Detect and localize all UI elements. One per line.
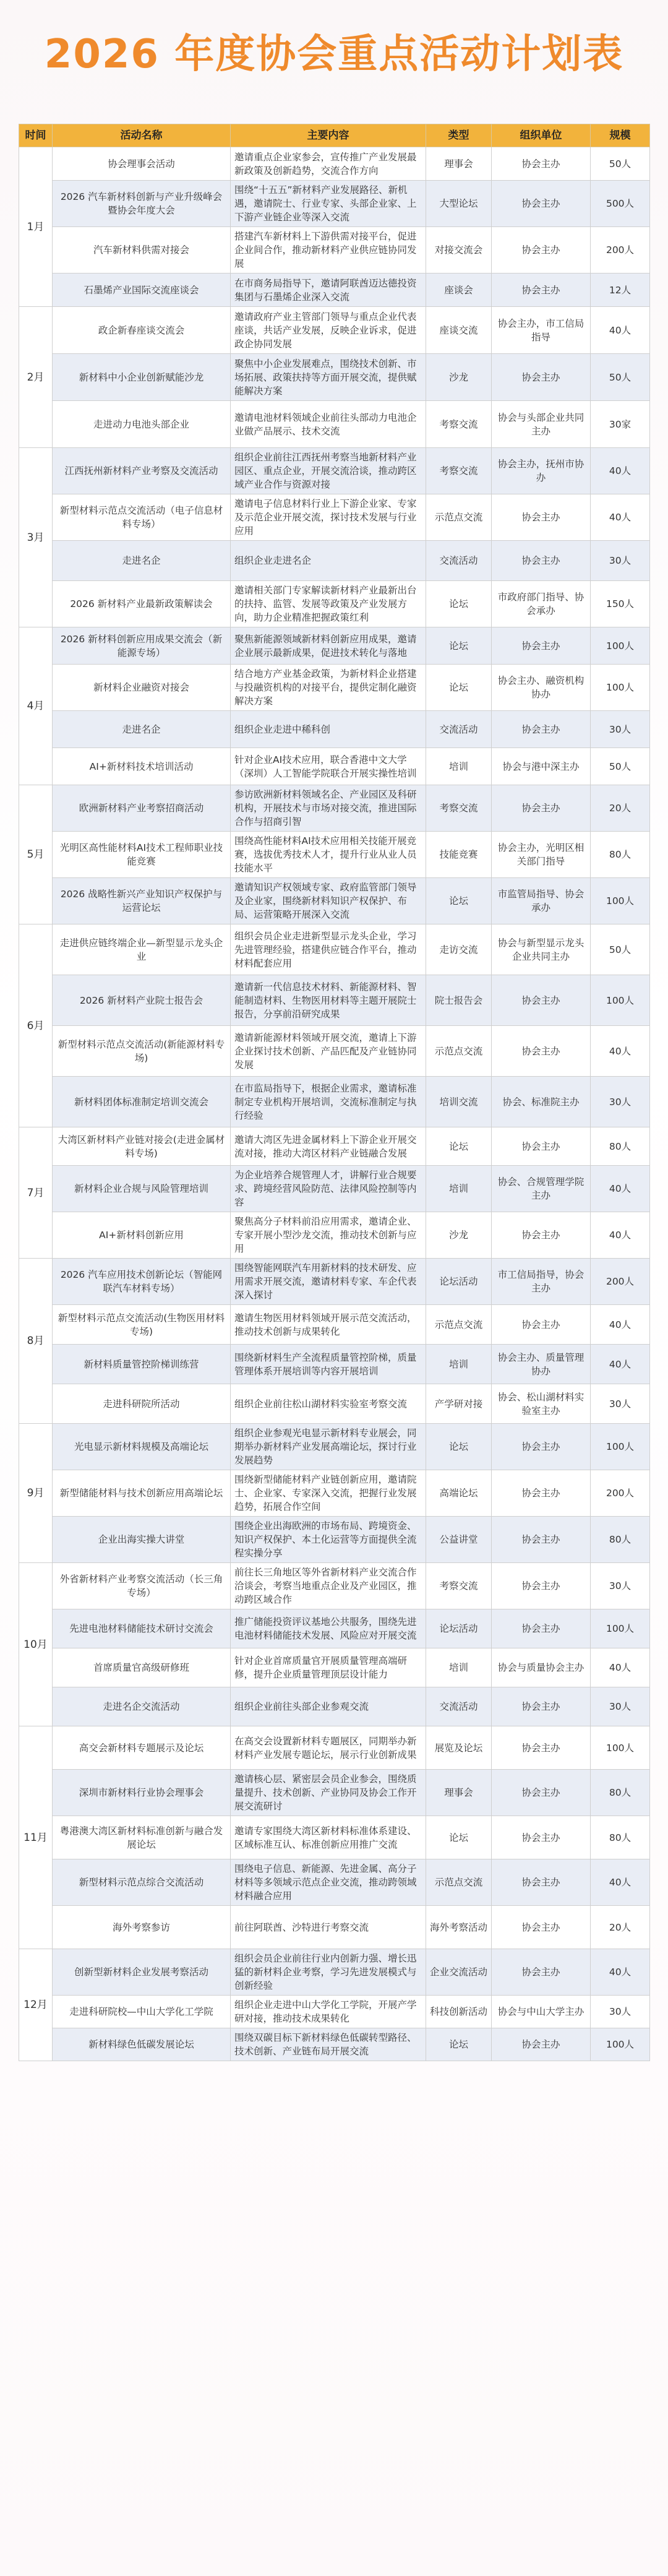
activity-type-cell: 座谈交流 (426, 307, 492, 354)
organizer-cell: 市工信局指导，协会主办 (492, 1259, 591, 1305)
table-row (19, 1687, 650, 1726)
table-row (19, 1648, 650, 1687)
activity-content-cell: 围绕双碳目标下新材料绿色低碳转型路径、技术创新、产业链布局开展交流 (231, 2028, 426, 2061)
table-row (19, 1859, 650, 1906)
activity-name-cell: 新材料企业融资对接会 (53, 665, 231, 711)
activity-content-cell: 围绕“十五五”新材料产业发展路径、新机遇，邀请院士、行业专家、头部企业家、上下游产业链企业等深入交流 (231, 181, 426, 227)
organizer-cell: 协会主办、质量管理协办 (492, 1345, 591, 1384)
scale-cell: 40人 (591, 1345, 650, 1384)
activity-name-cell: 走进科研院所活动 (53, 1384, 231, 1424)
activity-content-cell: 邀请政府产业主管部门领导与重点企业代表座谈，共话产业发展，反映企业诉求，促进政企协同发展 (231, 307, 426, 354)
activity-type-cell: 走访交流 (426, 924, 492, 975)
scale-cell: 80人 (591, 1127, 650, 1166)
table-row (19, 1906, 650, 1949)
activity-content-cell: 组织企业前往松山湖材料实验室考察交流 (231, 1384, 426, 1424)
organizer-cell: 协会与港中深主办 (492, 748, 591, 785)
table-row (19, 1166, 650, 1212)
activity-content-cell: 邀请专家围绕大湾区新材料标准体系建设、区域标准互认、标准创新应用推广交流 (231, 1816, 426, 1859)
scale-cell: 150人 (591, 581, 650, 627)
activity-name-cell: AI+新材料技术培训活动 (53, 748, 231, 785)
activity-name-cell: 2026 新材料创新应用成果交流会（新能源专场） (53, 627, 231, 665)
activity-name-cell: 光明区高性能材料AI技术工程师职业技能竞赛 (53, 832, 231, 878)
organizer-cell: 协会与新型显示龙头企业共同主办 (492, 924, 591, 975)
month-cell: 5月 (19, 785, 53, 924)
activity-type-cell: 论坛 (426, 627, 492, 665)
organizer-cell: 协会、合规管理学院主办 (492, 1166, 591, 1212)
header-content: 主要内容 (231, 124, 426, 147)
table-row (19, 1424, 650, 1470)
activity-content-cell: 在高交会设置新材料专题展区，同期举办新材料产业发展专题论坛，展示行业创新成果 (231, 1726, 426, 1770)
scale-cell: 50人 (591, 354, 650, 401)
scale-cell: 40人 (591, 1949, 650, 1996)
month-cell: 6月 (19, 924, 53, 1127)
table-row (19, 448, 650, 494)
table-row (19, 924, 650, 975)
scale-cell: 50人 (591, 147, 650, 181)
activity-type-cell: 理事会 (426, 1770, 492, 1816)
activity-content-cell: 针对企业AI技术应用，联合香港中文大学（深圳）人工智能学院联合开展实操性培训 (231, 748, 426, 785)
activity-name-cell: 深圳市新材料行业协会理事会 (53, 1770, 231, 1816)
activity-type-cell: 考察交流 (426, 785, 492, 832)
table-body (19, 147, 650, 2061)
organizer-cell: 市政府部门指导、协会承办 (492, 581, 591, 627)
table-row (19, 1026, 650, 1077)
table-row (19, 1517, 650, 1563)
organizer-cell: 协会、标准院主办 (492, 1077, 591, 1127)
activity-type-cell: 沙龙 (426, 1212, 492, 1259)
activity-content-cell: 组织会员企业走进新型显示龙头企业，学习先进管理经验，搭建供应链合作平台，推动材料配套应用 (231, 924, 426, 975)
scale-cell: 80人 (591, 1770, 650, 1816)
scale-cell: 50人 (591, 924, 650, 975)
scale-cell: 100人 (591, 878, 650, 924)
scale-cell: 20人 (591, 1906, 650, 1949)
scale-cell: 30人 (591, 541, 650, 581)
table-header-row (19, 124, 650, 147)
table-row (19, 1996, 650, 2028)
organizer-cell: 协会主办 (492, 1305, 591, 1345)
activity-name-cell: 2026 战略性新兴产业知识产权保护与运营论坛 (53, 878, 231, 924)
header-org: 组织单位 (492, 124, 591, 147)
activity-content-cell: 围绕高性能材料AI技术应用相关技能开展竞赛，选拔优秀技术人才，提升行业从业人员技能水平 (231, 832, 426, 878)
table-row (19, 181, 650, 227)
activity-content-cell: 围绕智能网联汽车用新材料的技术研发、应用需求开展交流，邀请材料专家、车企代表深入探讨 (231, 1259, 426, 1305)
organizer-cell: 协会主办 (492, 627, 591, 665)
table-row (19, 1345, 650, 1384)
activity-type-cell: 大型论坛 (426, 181, 492, 227)
activity-name-cell: 走进动力电池头部企业 (53, 401, 231, 448)
organizer-cell: 协会主办，市工信局指导 (492, 307, 591, 354)
scale-cell: 200人 (591, 1259, 650, 1305)
activity-type-cell: 沙龙 (426, 354, 492, 401)
activity-type-cell: 考察交流 (426, 1563, 492, 1609)
activity-name-cell: 光电显示新材料规模及高端论坛 (53, 1424, 231, 1470)
organizer-cell: 协会主办，抚州市协办 (492, 448, 591, 494)
scale-cell: 30人 (591, 711, 650, 748)
organizer-cell: 协会主办 (492, 1517, 591, 1563)
scale-cell: 40人 (591, 1166, 650, 1212)
activity-type-cell: 论坛 (426, 581, 492, 627)
activity-name-cell: 先进电池材料储能技术研讨交流会 (53, 1609, 231, 1648)
activity-content-cell: 在市商务局指导下，邀请阿联酋迈达德投资集团与石墨烯企业深入交流 (231, 274, 426, 307)
activity-content-cell: 搭建汽车新材料上下游供需对接平台，促进企业间合作，推动新材料产业供应链协同发展 (231, 227, 426, 274)
header-type: 类型 (426, 124, 492, 147)
activity-content-cell: 围绕新材料生产全流程质量管控阶梯，质量管理体系开展培训等内容开展培训 (231, 1345, 426, 1384)
activity-type-cell: 论坛 (426, 1816, 492, 1859)
organizer-cell: 协会主办 (492, 274, 591, 307)
table-row (19, 354, 650, 401)
activity-type-cell: 高端论坛 (426, 1470, 492, 1517)
table-row (19, 878, 650, 924)
activity-type-cell: 理事会 (426, 147, 492, 181)
organizer-cell: 协会主办 (492, 1026, 591, 1077)
activity-content-cell: 邀请电池材料领域企业前往头部动力电池企业做产品展示、技术交流 (231, 401, 426, 448)
activity-type-cell: 示范点交流 (426, 1859, 492, 1906)
activity-type-cell: 展览及论坛 (426, 1726, 492, 1770)
table-row (19, 1127, 650, 1166)
organizer-cell: 协会与质量协会主办 (492, 1648, 591, 1687)
activity-type-cell: 示范点交流 (426, 1026, 492, 1077)
table-row (19, 748, 650, 785)
header-scale: 规模 (591, 124, 650, 147)
organizer-cell: 协会主办 (492, 354, 591, 401)
organizer-cell: 协会主办 (492, 1859, 591, 1906)
month-cell: 11月 (19, 1726, 53, 1949)
table-row (19, 541, 650, 581)
scale-cell: 40人 (591, 1859, 650, 1906)
organizer-cell: 协会主办 (492, 1609, 591, 1648)
activity-name-cell: 走进名企 (53, 711, 231, 748)
activity-type-cell: 示范点交流 (426, 1305, 492, 1345)
table-row (19, 832, 650, 878)
activity-content-cell: 组织企业参观光电显示新材料专业展会，同期举办新材料产业发展高端论坛，探讨行业发展趋势 (231, 1424, 426, 1470)
activity-content-cell: 邀请大湾区先进金属材料上下游企业开展交流对接，推动大湾区材料产业链融合发展 (231, 1127, 426, 1166)
activity-type-cell: 座谈会 (426, 274, 492, 307)
activity-name-cell: 粤港澳大湾区新材料标准创新与融合发展论坛 (53, 1816, 231, 1859)
organizer-cell: 协会主办 (492, 227, 591, 274)
activity-plan-table (19, 124, 650, 2061)
organizer-cell: 市监管局指导、协会承办 (492, 878, 591, 924)
scale-cell: 80人 (591, 1816, 650, 1859)
activity-type-cell: 产学研对接 (426, 1384, 492, 1424)
scale-cell: 20人 (591, 785, 650, 832)
activity-content-cell: 邀请知识产权领域专家、政府监管部门领导及企业家，围绕新材料知识产权保护、布局、运营策略开展深入交流 (231, 878, 426, 924)
activity-content-cell: 邀请核心层、紧密层会员企业参会，围绕质量提升、技术创新、产业协同及协会工作开展交流研讨 (231, 1770, 426, 1816)
activity-name-cell: 2026 汽车新材料创新与产业升级峰会暨协会年度大会 (53, 181, 231, 227)
activity-name-cell: 新材料企业合规与风险管理培训 (53, 1166, 231, 1212)
organizer-cell: 协会主办 (492, 541, 591, 581)
scale-cell: 30人 (591, 1077, 650, 1127)
table-row (19, 1259, 650, 1305)
activity-name-cell: 新型储能材料与技术创新应用高端论坛 (53, 1470, 231, 1517)
organizer-cell: 协会主办 (492, 1470, 591, 1517)
month-cell: 2月 (19, 307, 53, 448)
table-row (19, 581, 650, 627)
scale-cell: 40人 (591, 494, 650, 541)
activity-name-cell: 石墨烯产业国际交流座谈会 (53, 274, 231, 307)
activity-name-cell: AI+新材料创新应用 (53, 1212, 231, 1259)
table-row (19, 1563, 650, 1609)
activity-name-cell: 新型材料示范点交流活动（电子信息材料专场） (53, 494, 231, 541)
activity-type-cell: 考察交流 (426, 401, 492, 448)
activity-name-cell: 走进名企 (53, 541, 231, 581)
scale-cell: 100人 (591, 665, 650, 711)
activity-name-cell: 高交会新材料专题展示及论坛 (53, 1726, 231, 1770)
activity-content-cell: 邀请新一代信息技术材料、新能源材料、智能制造材料、生物医用材料等主题开展院士报告，分享前沿研究成果 (231, 975, 426, 1026)
table-row (19, 1384, 650, 1424)
activity-name-cell: 新材料质量管控阶梯训练营 (53, 1345, 231, 1384)
activity-content-cell: 邀请生物医用材料领域开展示范交流活动，推动技术创新与成果转化 (231, 1305, 426, 1345)
activity-type-cell: 海外考察活动 (426, 1906, 492, 1949)
activity-name-cell: 企业出海实操大讲堂 (53, 1517, 231, 1563)
activity-type-cell: 企业交流活动 (426, 1949, 492, 1996)
activity-type-cell: 交流活动 (426, 541, 492, 581)
organizer-cell: 协会与中山大学主办 (492, 1996, 591, 2028)
table-row (19, 494, 650, 541)
organizer-cell: 协会主办、融资机构协办 (492, 665, 591, 711)
table-row (19, 274, 650, 307)
scale-cell: 40人 (591, 1212, 650, 1259)
table-row (19, 1305, 650, 1345)
month-cell: 7月 (19, 1127, 53, 1259)
activity-name-cell: 走进科研院校—中山大学化工学院 (53, 1996, 231, 2028)
month-cell: 3月 (19, 448, 53, 627)
organizer-cell: 协会主办 (492, 494, 591, 541)
scale-cell: 100人 (591, 627, 650, 665)
activity-type-cell: 培训 (426, 1648, 492, 1687)
table-row (19, 665, 650, 711)
table-row (19, 1770, 650, 1816)
activity-type-cell: 科技创新活动 (426, 1996, 492, 2028)
table-row (19, 1726, 650, 1770)
scale-cell: 100人 (591, 1609, 650, 1648)
activity-name-cell: 汽车新材料供需对接会 (53, 227, 231, 274)
activity-content-cell: 围绕电子信息、新能源、先进金属、高分子材料等多领域示范点企业交流，推动跨领域材料融合应用 (231, 1859, 426, 1906)
activity-name-cell: 海外考察参访 (53, 1906, 231, 1949)
scale-cell: 40人 (591, 1648, 650, 1687)
activity-type-cell: 论坛 (426, 2028, 492, 2061)
activity-name-cell: 新材料中小企业创新赋能沙龙 (53, 354, 231, 401)
activity-name-cell: 新材料团体标准制定培训交流会 (53, 1077, 231, 1127)
scale-cell: 30人 (591, 1384, 650, 1424)
organizer-cell: 协会主办 (492, 1563, 591, 1609)
activity-content-cell: 邀请电子信息材料行业上下游企业家、专家及示范企业开展交流，探讨技术发展与行业应用 (231, 494, 426, 541)
organizer-cell: 协会主办 (492, 1949, 591, 1996)
activity-content-cell: 聚焦新能源领域新材料创新应用成果，邀请企业展示最新成果，促进技术转化与落地 (231, 627, 426, 665)
activity-content-cell: 为企业培养合规管理人才，讲解行业合规要求、跨境经营风险防范、法律风险控制等内容 (231, 1166, 426, 1212)
activity-content-cell: 聚焦高分子材料前沿应用需求，邀请企业、专家开展小型沙龙交流，推动技术创新与应用 (231, 1212, 426, 1259)
table-row (19, 1470, 650, 1517)
scale-cell: 30人 (591, 1687, 650, 1726)
organizer-cell: 协会主办 (492, 1687, 591, 1726)
organizer-cell: 协会主办 (492, 1906, 591, 1949)
activity-name-cell: 外省新材料产业考察交流活动（长三角专场） (53, 1563, 231, 1609)
scale-cell: 30家 (591, 401, 650, 448)
activity-content-cell: 在市监局指导下，根据企业需求，邀请标准制定专业机构开展培训，交流标准制定与执行经验 (231, 1077, 426, 1127)
table-row (19, 785, 650, 832)
activity-type-cell: 论坛活动 (426, 1609, 492, 1648)
activity-content-cell: 参访欧洲新材料领域名企、产业园区及科研机构，开展技术与市场对接交流，推进国际合作与招商引智 (231, 785, 426, 832)
scale-cell: 200人 (591, 227, 650, 274)
table-row (19, 2028, 650, 2061)
activity-type-cell: 对接交流会 (426, 227, 492, 274)
activity-name-cell: 新材料绿色低碳发展论坛 (53, 2028, 231, 2061)
activity-type-cell: 交流活动 (426, 1687, 492, 1726)
activity-name-cell: 2026 新材料产业最新政策解读会 (53, 581, 231, 627)
organizer-cell: 协会与头部企业共同主办 (492, 401, 591, 448)
activity-type-cell: 培训交流 (426, 1077, 492, 1127)
activity-name-cell: 走进名企交流活动 (53, 1687, 231, 1726)
activity-content-cell: 聚焦中小企业发展难点，围绕技术创新、市场拓展、政策扶持等方面开展交流，提供赋能解决方案 (231, 354, 426, 401)
activity-name-cell: 大湾区新材料产业链对接会(走进金属材料专场) (53, 1127, 231, 1166)
activity-content-cell: 组织会员企业前往行业内创新力强、增长迅猛的新材料企业考察，学习先进发展模式与创新经验 (231, 1949, 426, 1996)
activity-name-cell: 创新型新材料企业发展考察活动 (53, 1949, 231, 1996)
scale-cell: 100人 (591, 975, 650, 1026)
scale-cell: 80人 (591, 1517, 650, 1563)
activity-name-cell: 新型材料示范点交流活动(生物医用材料专场) (53, 1305, 231, 1345)
scale-cell: 100人 (591, 1726, 650, 1770)
month-cell: 10月 (19, 1563, 53, 1726)
activity-content-cell: 组织企业前往江西抚州考察当地新材料产业园区、重点企业，开展交流洽谈，推动跨区域产业合作与资源对接 (231, 448, 426, 494)
activity-content-cell: 组织企业前往头部企业参观交流 (231, 1687, 426, 1726)
activity-content-cell: 推广储能投资评议基地公共服务，围绕先进电池材料储能技术发展、风险应对开展交流 (231, 1609, 426, 1648)
activity-content-cell: 邀请新能源材料领域开展交流，邀请上下游企业探讨技术创新、产品匹配及产业链协同发展 (231, 1026, 426, 1077)
scale-cell: 100人 (591, 2028, 650, 2061)
month-cell: 12月 (19, 1949, 53, 2061)
table-row (19, 975, 650, 1026)
organizer-cell: 协会主办 (492, 181, 591, 227)
page-title: 2026 年度协会重点活动计划表 (44, 32, 624, 77)
organizer-cell: 协会主办 (492, 2028, 591, 2061)
activity-content-cell: 组织企业走进名企 (231, 541, 426, 581)
organizer-cell: 协会主办 (492, 147, 591, 181)
activity-content-cell: 围绕企业出海欧洲的市场布局、跨境资金、知识产权保护、本土化运营等方面提供全流程实操分享 (231, 1517, 426, 1563)
organizer-cell: 协会主办 (492, 975, 591, 1026)
activity-name-cell: 江西抚州新材料产业考察及交流活动 (53, 448, 231, 494)
activity-name-cell: 新型材料示范点综合交流活动 (53, 1859, 231, 1906)
activity-type-cell: 培训 (426, 1166, 492, 1212)
activity-name-cell: 2026 新材料产业院士报告会 (53, 975, 231, 1026)
scale-cell: 40人 (591, 1305, 650, 1345)
organizer-cell: 协会主办 (492, 1726, 591, 1770)
scale-cell: 30人 (591, 1996, 650, 2028)
table-row (19, 1949, 650, 1996)
header-time: 时间 (19, 124, 53, 147)
scale-cell: 50人 (591, 748, 650, 785)
table-row (19, 147, 650, 181)
organizer-cell: 协会主办 (492, 1212, 591, 1259)
scale-cell: 12人 (591, 274, 650, 307)
activity-name-cell: 协会理事会活动 (53, 147, 231, 181)
table-row (19, 1816, 650, 1859)
activity-type-cell: 论坛 (426, 878, 492, 924)
organizer-cell: 协会主办 (492, 711, 591, 748)
organizer-cell: 协会主办 (492, 1816, 591, 1859)
month-cell: 8月 (19, 1259, 53, 1424)
activity-type-cell: 培训 (426, 1345, 492, 1384)
table-row (19, 1212, 650, 1259)
activity-content-cell: 前往阿联酋、沙特进行考察交流 (231, 1906, 426, 1949)
organizer-cell: 协会主办，光明区相关部门指导 (492, 832, 591, 878)
table-row (19, 627, 650, 665)
organizer-cell: 协会主办 (492, 1770, 591, 1816)
activity-content-cell: 前往长三角地区等外省新材料产业交流合作洽谈会，考察当地重点企业及产业园区，推动跨区域合作 (231, 1563, 426, 1609)
scale-cell: 200人 (591, 1470, 650, 1517)
activity-content-cell: 针对企业首席质量官开展质量管理高端研修，提升企业质量管理顶层设计能力 (231, 1648, 426, 1687)
scale-cell: 500人 (591, 181, 650, 227)
activity-name-cell: 欧洲新材料产业考察招商活动 (53, 785, 231, 832)
organizer-cell: 协会、松山湖材料实验室主办 (492, 1384, 591, 1424)
scale-cell: 40人 (591, 1026, 650, 1077)
month-cell: 4月 (19, 627, 53, 785)
scale-cell: 100人 (591, 1424, 650, 1470)
month-cell: 1月 (19, 147, 53, 307)
header-name: 活动名称 (53, 124, 231, 147)
scale-cell: 80人 (591, 832, 650, 878)
activity-name-cell: 走进供应链终端企业—新型显示龙头企业 (53, 924, 231, 975)
activity-content-cell: 组织企业走进中稀科创 (231, 711, 426, 748)
table-row (19, 401, 650, 448)
scale-cell: 40人 (591, 307, 650, 354)
activity-type-cell: 论坛活动 (426, 1259, 492, 1305)
table-row (19, 1077, 650, 1127)
activity-content-cell: 邀请重点企业家参会，宣传推广产业发展最新政策及创新趋势，交流合作方向 (231, 147, 426, 181)
activity-name-cell: 政企新春座谈交流会 (53, 307, 231, 354)
table-row (19, 1609, 650, 1648)
activity-type-cell: 论坛 (426, 665, 492, 711)
activity-type-cell: 交流活动 (426, 711, 492, 748)
activity-content-cell: 结合地方产业基金政策，为新材料企业搭建与投融资机构的对接平台，提供定制化融资解决方案 (231, 665, 426, 711)
activity-type-cell: 公益讲堂 (426, 1517, 492, 1563)
scale-cell: 40人 (591, 448, 650, 494)
organizer-cell: 协会主办 (492, 1127, 591, 1166)
table-row (19, 227, 650, 274)
activity-type-cell: 技能竞赛 (426, 832, 492, 878)
activity-name-cell: 首席质量官高级研修班 (53, 1648, 231, 1687)
table-row (19, 711, 650, 748)
table-row (19, 307, 650, 354)
activity-type-cell: 论坛 (426, 1424, 492, 1470)
activity-type-cell: 考察交流 (426, 448, 492, 494)
activity-content-cell: 组织企业走进中山大学化工学院，开展产学研对接，推动技术成果转化 (231, 1996, 426, 2028)
activity-type-cell: 院士报告会 (426, 975, 492, 1026)
activity-content-cell: 围绕新型储能材料产业链创新应用，邀请院士、企业家、专家深入交流，把握行业发展趋势，拓展合作空间 (231, 1470, 426, 1517)
activity-type-cell: 示范点交流 (426, 494, 492, 541)
activity-content-cell: 邀请相关部门专家解读新材料产业最新出台的扶持、监管、发展等政策及产业发展方向，助力企业精准把握政策红利 (231, 581, 426, 627)
activity-name-cell: 2026 汽车应用技术创新论坛（智能网联汽车材料专场） (53, 1259, 231, 1305)
scale-cell: 30人 (591, 1563, 650, 1609)
month-cell: 9月 (19, 1424, 53, 1563)
activity-type-cell: 论坛 (426, 1127, 492, 1166)
activity-type-cell: 培训 (426, 748, 492, 785)
organizer-cell: 协会主办 (492, 1424, 591, 1470)
organizer-cell: 协会主办 (492, 785, 591, 832)
activity-name-cell: 新型材料示范点交流活动(新能源材料专场) (53, 1026, 231, 1077)
